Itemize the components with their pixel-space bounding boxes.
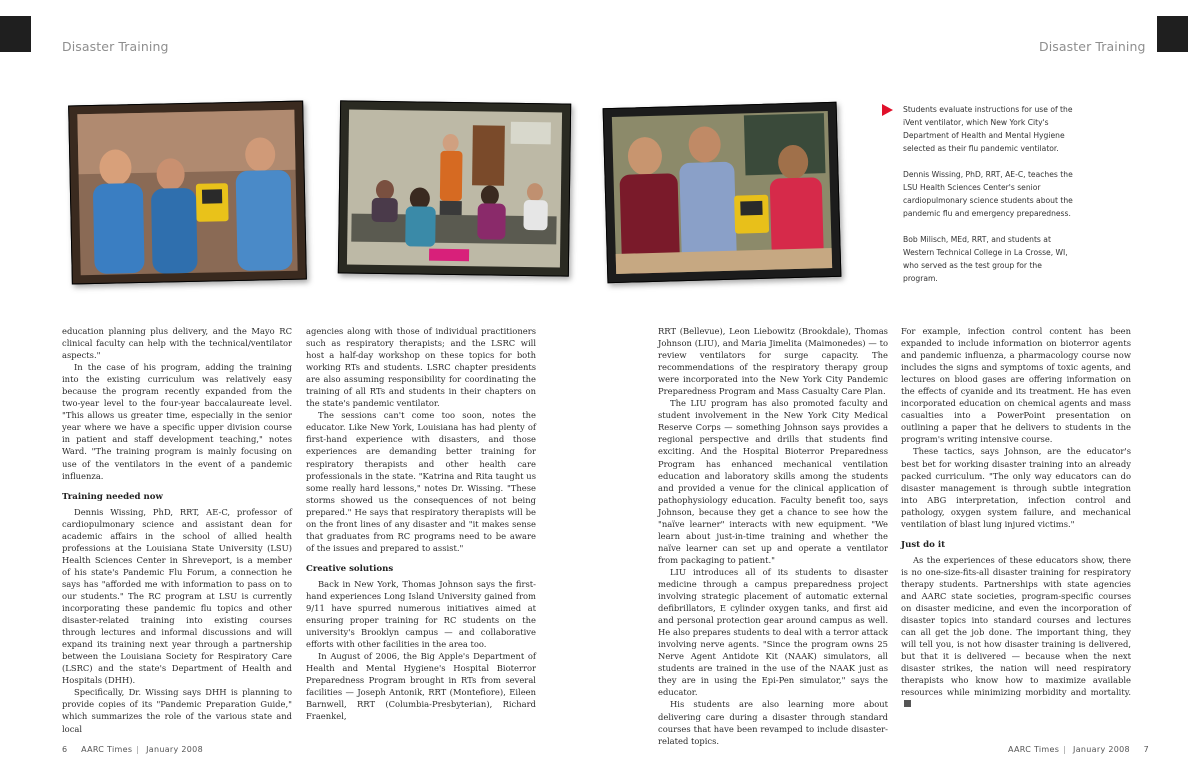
caption-1: Students evaluate instructions for use of the iVent ventilator, which New York City's Department of Health and Mental Hygiene selected as their flu pandemic ventilator. [903,105,1073,153]
text-column-1 [62,325,292,734]
text-column-4 [901,325,1131,710]
paragraph: His students are also learning more about delivering care during a disaster through standard courses that have been revamped to include disaster-related topics. [658,699,888,746]
subhead-creative-solutions: Creative solutions [306,563,394,574]
running-head-right: Disaster Training [1039,39,1146,54]
issue-date-left: January 2008 [146,745,203,754]
photo-students-with-ivent-ventilator [68,101,307,285]
photo-milisch-with-students [603,102,842,283]
paragraph: The LIU program has also promoted faculty and student involvement in the New York City Medical Reserve Corps — something Johnson says provides a regional perspective and drills that students find exciting. And the Hospital Bioterror Preparedness Program has enhanced mechanical ventilation education and laboratory skills among the students and provided a venue for the clinical application of pathophysiology education. Faculty benefit too, says Johnson, because they get a chance to see how the "naïve learner" interacts with new equipment. "We learn about just-in-time training and whether the naïve learner can set up and operate a ventilator from packaging to patient." [658,398,888,565]
paragraph [901,554,1131,711]
caption-arrow-icon [882,104,893,116]
subhead-training-needed-now: Training needed now [62,491,163,502]
footer-left: 6 AARC Times | January 2008 [62,745,203,754]
text-column-3 [658,325,888,746]
paragraph-text: As the experiences of these educators show, there is no one-size-fits-all disaster training for respiratory therapy students. Partnerships with state agencies and AARC state societies, program-specific courses on disaster medicine, and even the incorporation of disaster topics into standard courses and lectures can all get the job done. The important thing, they will tell you, is not how disaster training is delivered, but that it is delivered — because when the next disaster strikes, the nation will need respiratory therapists who know how to maximize available resources while minimizing morbidity and mortality. [901,554,1131,698]
end-mark-icon [904,700,911,707]
subhead-just-do-it: Just do it [901,539,946,550]
publication-left: AARC Times [81,745,133,754]
paragraph: Dennis Wissing, PhD, RRT, AE-C, professor of cardiopulmonary science and assistant dean for academic affairs in the school of allied health professions at the Louisiana State University (LSU) Health Sciences Center in Shreveport, is a member of his state's Pandemic Flu Forum, a connection he says has "afforded me with information to pass on to our students." The RC program at LSU is currently incorporating these pandemic flu topics and other disaster-related training into existing courses through lectures and informal discussions and will expand its training next year through a partnership between the Louisiana Society for Respiratory Care (LSRC) and the state's Department of Health and Hospitals (DHH). [62,506,292,686]
text-column-2 [306,325,536,722]
running-head-left: Disaster Training [62,39,169,54]
paragraph: In August of 2006, the Big Apple's Department of Health and Mental Hygiene's Hospital Bioterror Preparedness Program brought in RTs from several facilities — Joseph Antonik, RRT (Montefiore), Eileen Barnwell, RRT (Columbia-Presbyterian), Richard Fraenkel, [306,651,536,722]
corner-tab-right [1157,16,1188,52]
photo-wissing-teaching-class [338,100,571,276]
paragraph: agencies along with those of individual practitioners such as respiratory therapists; and the LSRC will host a half-day workshop on these topics for both working RTs and students. LSRC chapter presidents are also assuming responsibility for coordinating the training of all RTs and students in their chapters on the state's pandemic ventilator. [306,326,536,409]
paragraph: For example, infection control content has been expanded to include information on bioterror agents and pandemic influenza, a pharmacology course now includes the signs and symptoms of toxic agents, and lectures on blood gases are offering information on the effects of cyanide and its treatment. He has even incorporated education on chemical agents and mass casualties into a PowerPoint presentation on outlining a paper that he delivers to students in the program's writing intensive course. [901,326,1131,445]
paragraph: LIU introduces all of its students to disaster medicine through a campus preparedness project involving strategic placement of automatic external defibrillators, E cylinder oxygen tanks, and first aid and personal protection gear around campus as well. He also prepares students to deal with a terror attack involving nerve agents. "Since the program owns 25 Nerve Agent Antidote Kit (NAAK) simulators, all students are trained in the use of the NAAK just as they are in using the Epi-Pen simulator," says the educator. [658,566,888,698]
publication-right: AARC Times [1008,745,1060,754]
paragraph: education planning plus delivery, and the Mayo RC clinical faculty can help with the technical/ventilator aspects." [62,326,292,361]
paragraph: Back in New York, Thomas Johnson says the first-hand experiences Long Island University gained from 9/11 have spurred numerous initiatives aimed at ensuring proper training for RC students on the university's Brooklyn campus — and collaborative efforts with other facilities in the area too. [306,578,536,650]
paragraph: The sessions can't come too soon, notes the educator. Like New York, Louisiana has had plenty of first-hand experience with disasters, and those experiences are demanding better training for respiratory therapists and other health care professionals in the state. "Katrina and Rita taught us some really hard lessons," notes Dr. Wissing. "These storms showed us the consequences of not being prepared." He says that respiratory therapists will be on the front lines of any disaster and "it makes sense that graduates from RC programs need to be aware of the issues and prepared to assist." [306,410,536,553]
issue-date-right: January 2008 [1073,745,1130,754]
caption-2: Dennis Wissing, PhD, RRT, AE-C, teaches the LSU Health Sciences Center's senior cardiopulmonary science students about the pandemic flu and emergency preparedness. [903,170,1073,218]
page-number-left: 6 [62,745,68,754]
corner-tab-left [0,16,31,52]
paragraph: RRT (Bellevue), Leon Liebowitz (Brookdale), Thomas Johnson (LIU), and Maria Jimelita (Maimonedes) — to review ventilators for surge capacity. The recommendations of the respiratory therapy group were incorporated into the New York City Pandemic Preparedness Program and Mass Casualty Care Plan. [658,326,888,397]
photo-captions [883,103,1073,298]
paragraph: Specifically, Dr. Wissing says DHH is planning to provide copies of its "Pandemic Preparation Guide," which summarizes the role of the various state and local [62,687,292,734]
paragraph: These tactics, says Johnson, are the educator's best bet for working disaster training into an already packed curriculum. "The only way educators can do disaster management is through subtle integration into ABG interpretation, infection control and pathology, oxygen system failure, and mechanical ventilation of blast lung injured victims." [901,446,1131,529]
footer-right: AARC Times | January 2008 7 [1008,745,1149,754]
paragraph: In the case of his program, adding the training into the existing curriculum was relatively easy because the program recently expanded from the two-year level to the four-year baccalaureate level. "This allows us greater time, especially in the senior year where we have a specific upper division course in patient and staff development teaching," notes Ward. "The training program is mainly focusing on use of the ventilators in the event of a pandemic influenza. [62,362,292,481]
page-number-right: 7 [1143,745,1149,754]
caption-3: Bob Milisch, MEd, RRT, and students at Western Technical College in La Crosse, WI, who served as the test group for the program. [903,235,1068,283]
